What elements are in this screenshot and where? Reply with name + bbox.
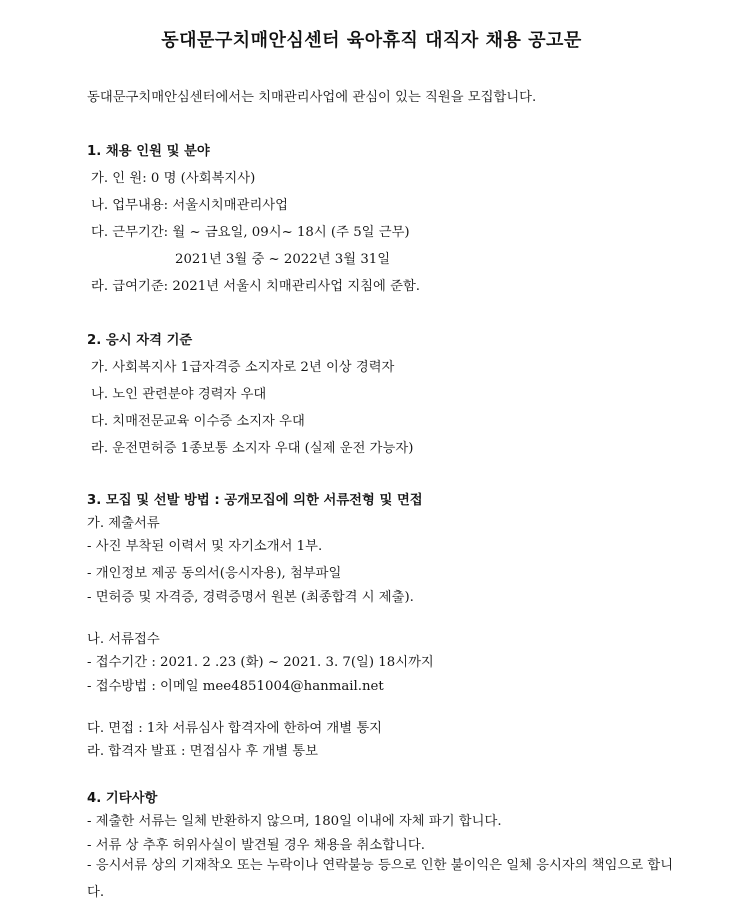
section1-period: 2021년 3월 중 ~ 2022년 3월 31일 (175, 252, 391, 267)
section3-sub-documents: 가. 제출서류 (87, 516, 160, 531)
page-title: 동대문구치매안심센터 육아휴직 대직자 채용 공고문 (161, 30, 582, 51)
section3-sub-receipt: 나. 서류접수 (87, 632, 160, 647)
section4-item: - 제출한 서류는 일체 반환하지 않으며, 180일 이내에 자체 파기 합니다. (87, 814, 502, 829)
section1-item: 가. 인 원: 0 명 (사회복지사) (91, 171, 256, 186)
section2-heading: 2. 응시 자격 기준 (87, 333, 193, 348)
section4-item: - 응시서류 상의 기재착오 또는 누락이나 연락불능 등으로 인한 불이익은 일체 응시자의 책임으로 합니다. (87, 858, 674, 900)
section2-item: 나. 노인 관련분야 경력자 우대 (91, 387, 267, 402)
section4-heading: 4. 기타사항 (87, 791, 158, 806)
section1-item: 나. 업무내용: 서울시치매관리사업 (91, 198, 288, 213)
document-list-item: - 면허증 및 자격증, 경력증명서 원본 (최종합격 시 제출). (87, 590, 414, 605)
section2-item: 가. 사회복지사 1급자격증 소지자로 2년 이상 경력자 (91, 360, 395, 375)
section3-heading: 3. 모집 및 선발 방법 : 공개모집에 의한 서류전형 및 면접 (87, 493, 423, 508)
section1-item: 라. 급여기준: 2021년 서울시 치매관리사업 지침에 준함. (91, 279, 421, 294)
section2-item: 라. 운전면허증 1종보통 소지자 우대 (실제 운전 가능자) (91, 441, 414, 456)
document-list-item: - 사진 부착된 이력서 및 자기소개서 1부. (87, 539, 323, 554)
section3-sub-interview: 다. 면접 : 1차 서류심사 합격자에 한하여 개별 통지 (87, 721, 383, 736)
section1-item: 다. 근무기간: 월 ~ 금요일, 09시~ 18시 (주 5일 근무) (91, 225, 410, 240)
section4-item: - 서류 상 추후 허위사실이 발견될 경우 채용을 취소합니다. (87, 838, 425, 853)
receipt-period: - 접수기간 : 2021. 2 .23 (화) ~ 2021. 3. 7(일) 18시까지 (87, 655, 434, 670)
document-list-item: - 개인정보 제공 동의서(응시자용), 첨부파일 (87, 566, 342, 581)
intro-text: 동대문구치매안심센터에서는 치매관리사업에 관심이 있는 직원을 모집합니다. (87, 90, 537, 105)
section2-item: 다. 치매전문교육 이수증 소지자 우대 (91, 414, 305, 429)
receipt-method: - 접수방법 : 이메일 mee4851004@hanmail.net (87, 679, 384, 694)
section3-sub-announcement: 라. 합격자 발표 : 면접심사 후 개별 통보 (87, 744, 318, 759)
section1-heading: 1. 채용 인원 및 분야 (87, 144, 210, 159)
